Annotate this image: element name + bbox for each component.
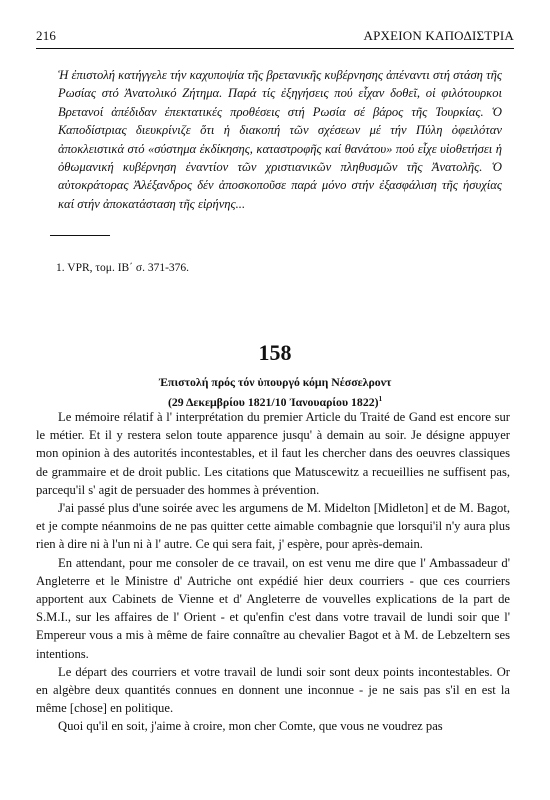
greek-quote-paragraph: Ἡ ἐπιστολή κατήγγελε τήν καχυποψία τῆς βρετανικῆς κυβέρνησης ἀπέναντι στή στάση τῆς Ρωσίας στό Ἀνατολικό Ζήτημα. Παρά τίς ἐξηγήσεις πού εἶχαν δοθεῖ, οἱ φιλότουρκοι Βρετανοί ἀπέδιδαν ἐπεκτατικές προθέσεις στή Ρωσία σέ βάρος τῆς Τουρκίας. Ὁ Καποδίστριας διευκρίνιζε ὅτι ἡ διακοπή τῶν σχέσεων μέ τήν Πύλη ὀφειλόταν ἀποκλειστικά στό «σύστημα ἐκδίκησης, καταστροφῆς καί θανάτου» πού εἶχε υἱοθετήσει ἡ ὀθωμανική κυβέρνηση ἐναντίον τῶν χριστιανικῶν πληθυσμῶν τῆς Ἀνατολῆς. Ὁ αὐτοκράτορας Ἀλέξανδρος δέν ἀποσκοποῦσε παρά μόνο στήν ἐξασφάλιση τῆς ἡσυχίας καί στήν ἀποκατάσταση τῆς εἰρήνης... <box>58 68 502 211</box>
letter-paragraph: En attendant, pour me consoler de ce travail, on est venu me dire que l' Ambassadeur d' Angleterre et le Ministre d' Autriche ont expédié hier deux courriers - que ces courriers apportent aux Cabinets de Vienne et d' Angleterre de vouvelles explications de la part de S.M.I., sur les affaires de l' Orient - et qu'enfin c'est dans votre travail de lundi soir que l' Empereur vous a mis à même de faire connaître au chevalier Bagot et à M. de Lebzeltern ses intentions. <box>36 555 510 661</box>
footnote: 1. VPR, τομ. ΙΒ΄ σ. 371-376. <box>56 262 190 274</box>
document-heading <box>0 374 550 411</box>
header-rule <box>36 48 514 49</box>
letter-paragraph: Quoi qu'il en soit, j'aime à croire, mon cher Comte, que vous ne voudrez pas <box>58 719 443 734</box>
running-title: ΑΡΧΕΙΟΝ ΚΑΠΟΔΙΣΤΡΙΑ <box>363 28 514 43</box>
letter-paragraph: Le mémoire rélatif à l' interprétation du premier Article du Traité de Gand est encore sur le métier. Et il y restera selon toute apparence jusqu' à demain au soir. Je désigne appuyer mon opinion à des autorités incontestables, et il faut les chercher dans des oeuvres classiques de grammaire et de droit public. Les citations que Matuscewitz a recueillies ne suffisent pas, parcequ'il s' agit de persuader des hommes à prévention. <box>36 410 510 497</box>
document-heading-title: Ἐπιστολή πρός τόν ὑπουργό κόμη Νέσσελροντ <box>158 375 392 389</box>
letter-body <box>36 408 510 736</box>
document-heading-date: (29 Δεκεμβρίου 1821/10 Ἰανουαρίου 1822) <box>167 394 379 409</box>
greek-quote-block <box>58 66 502 213</box>
page-number: 216 <box>36 28 57 43</box>
letter-paragraph: J'ai passé plus d'une soirée avec les argumens de M. Midelton [Midleton] et de M. Bagot, et je compte néanmoins de ne pas quitter cette aimable combagnie que lorsqui'il n'y aura plus rien à dire ni à l'un ni à l' autre. Ce qui sera fait, j' espère, pour après-demain. <box>36 501 510 552</box>
document-number: 158 <box>258 340 292 365</box>
heading-footnote-marker: 1 <box>378 395 383 403</box>
letter-paragraph: Le départ des courriers et votre travail de lundi soir sont deux points incontestables. Or en algèbre deux quantités connues en donnent une inconnue - je ne sais pas s'il en est la même [chose] en politique. <box>36 664 510 716</box>
running-header <box>36 28 514 46</box>
footnote-divider <box>50 235 110 236</box>
